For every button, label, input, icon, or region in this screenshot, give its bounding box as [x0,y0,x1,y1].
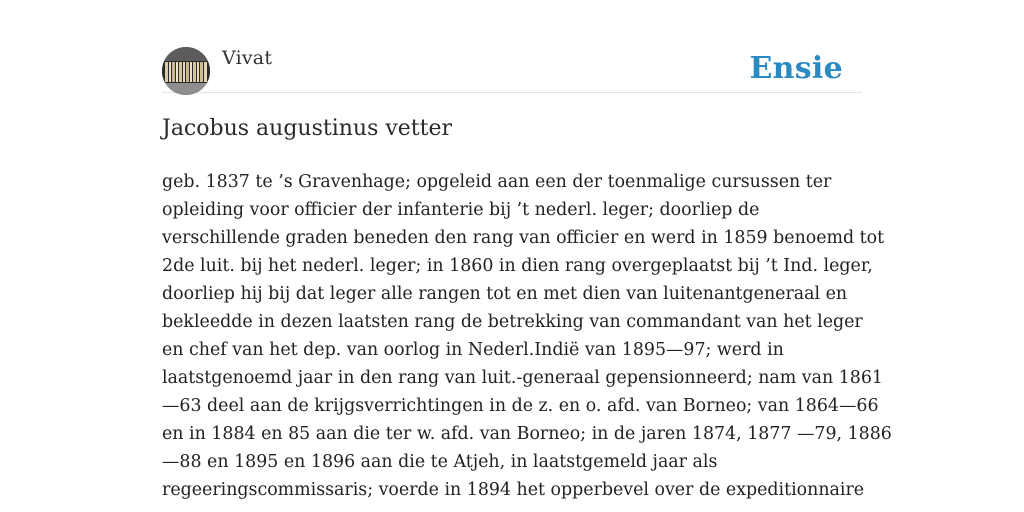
site-name[interactable]: Vivat [222,47,273,69]
brand-logo[interactable]: Ensie [749,51,843,86]
body-line: geb. 1837 te ’s Gravenhage; opgeleid aan een der toenmalige cursussen ter [162,172,832,192]
body-line: opleiding voor officier der infanterie bij ’t nederl. leger; doorliep de [162,200,760,220]
body-line: laatstgenoemd jaar in den rang van luit.-generaal gepensionneerd; nam van 1861 [162,368,883,388]
article-body [162,168,892,504]
body-line: bekleedde in dezen laatsten rang de betrekking van commandant van het leger [162,312,863,332]
body-line: verschillende graden beneden den rang van officier en werd in 1859 benoemd tot [162,228,885,248]
page [162,0,892,512]
site-header [162,46,862,93]
body-line: —88 en 1895 en 1896 aan die te Atjeh, in laatstgemeld jaar als [162,452,718,472]
body-line: en chef van het dep. van oorlog in Nederl.Indië van 1895—97; werd in [162,340,784,360]
body-line: —63 deel aan de krijgsverrichtingen in de z. en o. afd. van Borneo; van 1864—66 [162,396,879,416]
bookshelf-avatar-icon[interactable] [162,47,210,95]
body-line: en in 1884 en 85 aan die ter w. afd. van Borneo; in de jaren 1874, 1877 —79, 1886 [162,424,892,444]
body-line: 2de luit. bij het nederl. leger; in 1860 in dien rang overgeplaatst bij ’t Ind. leger, [162,256,873,276]
body-line: doorliep hij bij dat leger alle rangen tot en met dien van luitenantgeneraal en [162,284,848,304]
body-line: regeeringscommissaris; voerde in 1894 het opperbevel over de expeditionnaire [162,480,865,500]
article-title: Jacobus augustinus vetter [162,116,453,141]
